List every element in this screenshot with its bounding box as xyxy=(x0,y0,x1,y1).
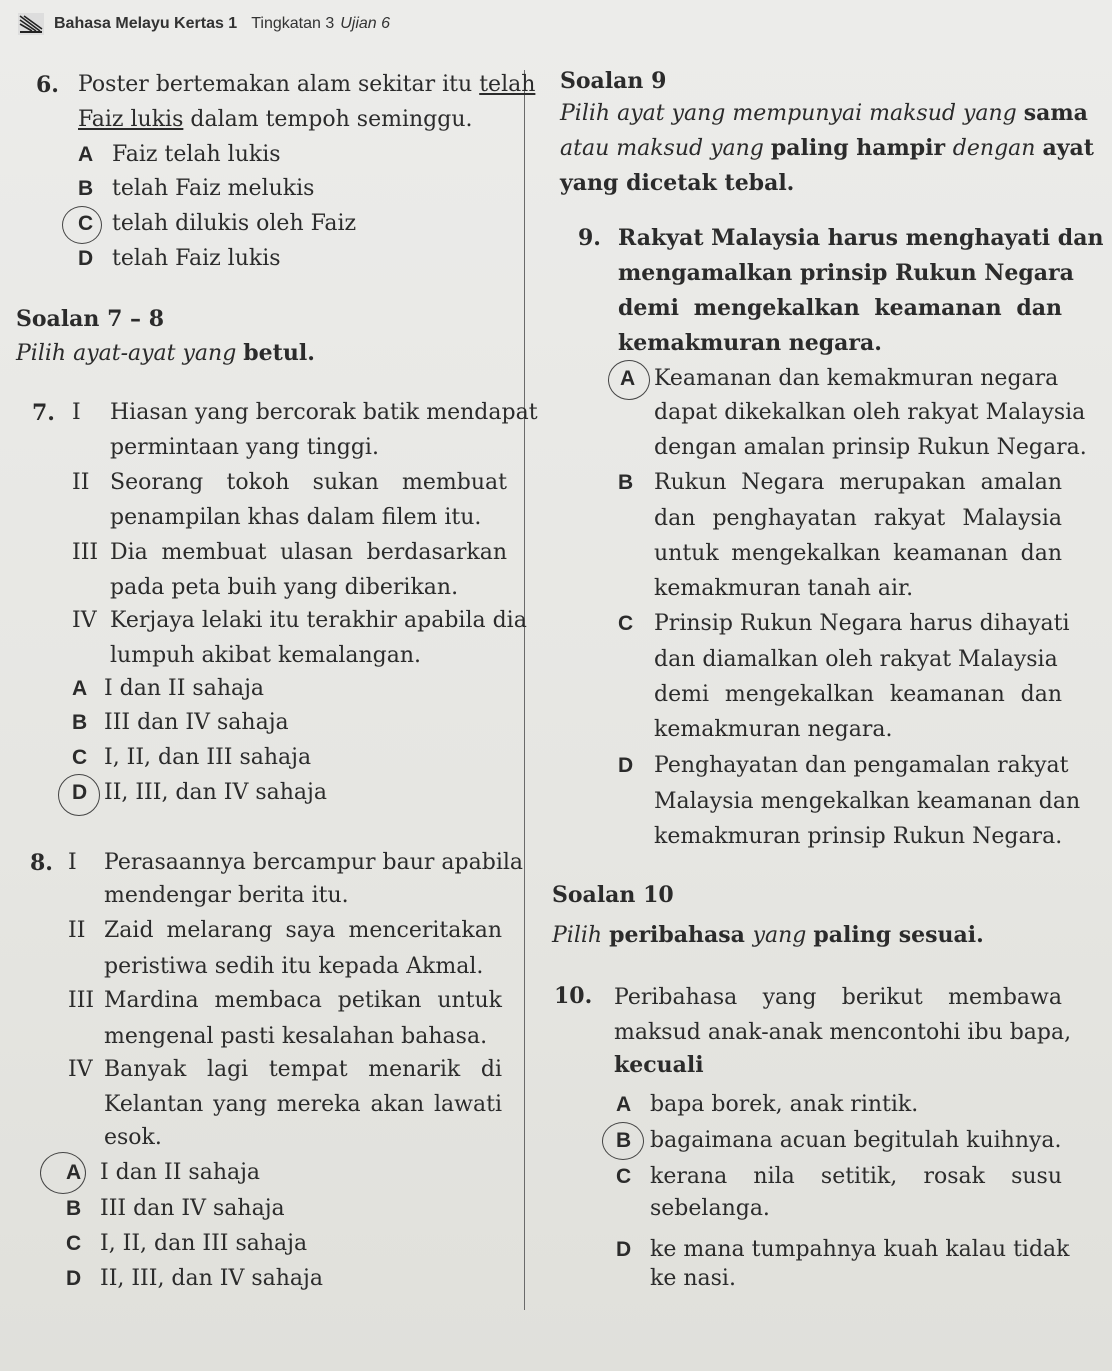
option-letter: A xyxy=(72,677,88,700)
question-number: 9. xyxy=(578,225,601,251)
section-title-7-8: Soalan 7 – 8 xyxy=(16,306,165,332)
statement-line: pada peta buih yang diberikan. xyxy=(110,575,459,600)
option-line[interactable]: kerana nila setitik, rosak susu xyxy=(650,1164,1062,1189)
option-text[interactable]: telah Faiz melukis xyxy=(112,176,315,201)
statement-line: peristiwa sedih itu kepada Akmal. xyxy=(104,954,484,979)
statement-line: Zaid melarang saya menceritakan xyxy=(104,918,502,943)
question-stem xyxy=(78,72,535,98)
question-stem-line: Peribahasa yang berikut membawa xyxy=(614,985,1062,1010)
statement-roman: II xyxy=(68,918,86,943)
section-instruction-9-line1 xyxy=(560,100,1088,127)
option-line[interactable]: dapat dikekalkan oleh rakyat Malaysia xyxy=(654,400,1086,425)
question-stem-except: kecuali xyxy=(614,1052,704,1078)
publisher-logo-icon xyxy=(18,13,44,35)
stem-text: dalam tempoh seminggu. xyxy=(183,107,473,132)
option-line[interactable]: kemakmuran negara. xyxy=(654,717,893,742)
option-line[interactable]: kemakmuran tanah air. xyxy=(654,576,914,601)
stem-underlined: Faiz lukis xyxy=(78,107,184,132)
option-line[interactable]: dan penghayatan rakyat Malaysia xyxy=(654,506,1062,531)
statement-line: Hiasan yang bercorak batik mendapat xyxy=(110,400,538,425)
statement-line: lumpuh akibat kemalangan. xyxy=(110,643,422,668)
option-letter: D xyxy=(616,1238,632,1261)
instr-italic: Pilih ayat yang mempunyai maksud yang xyxy=(560,101,1024,126)
instr-italic: yang xyxy=(752,923,814,948)
option-line[interactable]: Keamanan dan kemakmuran negara xyxy=(654,366,1059,391)
question-stem-line: maksud anak-anak mencontohi ibu bapa, xyxy=(614,1020,1072,1045)
question-number: 7. xyxy=(32,400,55,426)
question-number: 10. xyxy=(554,983,593,1009)
instr-bold: peribahasa xyxy=(609,922,753,948)
option-line[interactable]: bagaimana acuan begitulah kuihnya. xyxy=(650,1128,1062,1153)
option-line[interactable]: ke mana tumpahnya kuah kalau tidak xyxy=(650,1237,1070,1262)
statement-roman: III xyxy=(72,540,99,565)
statement-roman: IV xyxy=(68,1057,93,1082)
option-text[interactable]: I dan II sahaja xyxy=(104,676,265,701)
option-letter: B xyxy=(78,177,94,200)
header-subject: Bahasa Melayu Kertas 1 xyxy=(54,15,238,32)
instr-bold: ayat xyxy=(1042,135,1094,161)
option-line[interactable]: Rukun Negara merupakan amalan xyxy=(654,470,1062,495)
section-title-10: Soalan 10 xyxy=(552,882,674,908)
instr-bold: betul. xyxy=(243,340,315,366)
section-instruction-9-line2 xyxy=(560,135,1094,162)
section-title-9: Soalan 9 xyxy=(560,68,667,94)
statement-line: Kelantan yang mereka akan lawati xyxy=(104,1092,502,1117)
option-line[interactable]: sebelanga. xyxy=(650,1196,770,1221)
question-stem-line: Rakyat Malaysia harus menghayati dan xyxy=(618,225,1104,251)
option-letter: D xyxy=(618,754,634,777)
option-line[interactable]: dengan amalan prinsip Rukun Negara. xyxy=(654,435,1087,460)
statement-line: penampilan khas dalam filem itu. xyxy=(110,505,482,530)
option-letter: C xyxy=(616,1165,632,1188)
option-text[interactable]: I, II, dan III sahaja xyxy=(104,745,312,770)
option-text[interactable]: III dan IV sahaja xyxy=(100,1196,285,1221)
option-line[interactable]: ke nasi. xyxy=(650,1266,736,1291)
instr-bold: paling sesuai. xyxy=(813,922,984,948)
option-text[interactable]: III dan IV sahaja xyxy=(104,710,289,735)
option-letter: C xyxy=(66,1232,82,1255)
option-letter: A xyxy=(616,1093,632,1116)
instr-bold: paling hampir xyxy=(770,135,953,161)
option-line[interactable]: kemakmuran prinsip Rukun Negara. xyxy=(654,824,1063,849)
option-line[interactable]: bapa borek, anak rintik. xyxy=(650,1092,919,1117)
question-number: 8. xyxy=(30,850,53,876)
question-stem-line: kemakmuran negara. xyxy=(618,330,882,356)
option-line[interactable]: untuk mengekalkan keamanan dan xyxy=(654,541,1062,566)
option-line[interactable]: Penghayatan dan pengamalan rakyat xyxy=(654,753,1069,778)
option-letter: D xyxy=(78,247,94,270)
instr-italic: atau maksud yang xyxy=(560,136,771,161)
instr-bold: sama xyxy=(1023,100,1088,126)
instr-italic: dengan xyxy=(952,136,1043,161)
option-letter: C xyxy=(618,612,634,635)
page-header xyxy=(18,10,390,38)
stem-underlined: telah xyxy=(479,72,536,97)
instr-italic: Pilih ayat-ayat yang xyxy=(16,341,244,366)
option-letter: C xyxy=(72,746,88,769)
option-letter: B xyxy=(66,1197,82,1220)
statement-roman: I xyxy=(68,850,77,875)
statement-line: mengenal pasti kesalahan bahasa. xyxy=(104,1024,488,1049)
question-number: 6. xyxy=(36,72,59,98)
option-letter: A xyxy=(66,1161,82,1184)
option-line[interactable]: Malaysia mengekalkan keamanan dan xyxy=(654,789,1081,814)
stem-text: Poster bertemakan alam sekitar itu xyxy=(78,72,480,97)
option-text[interactable]: telah dilukis oleh Faiz xyxy=(112,211,357,236)
section-instruction-9-line3: yang dicetak tebal. xyxy=(560,170,795,196)
statement-roman: III xyxy=(68,988,95,1013)
option-text[interactable]: I dan II sahaja xyxy=(100,1160,261,1185)
statement-roman: II xyxy=(72,470,90,495)
statement-line: Seorang tokoh sukan membuat xyxy=(110,470,507,495)
option-line[interactable]: Prinsip Rukun Negara harus dihayati xyxy=(654,611,1070,636)
option-letter: D xyxy=(72,781,88,804)
option-letter: B xyxy=(72,711,88,734)
option-letter: A xyxy=(620,367,636,390)
statement-line: mendengar berita itu. xyxy=(104,883,349,908)
question-stem-line: mengamalkan prinsip Rukun Negara xyxy=(618,260,1074,286)
statement-line: Mardina membaca petikan untuk xyxy=(104,988,502,1013)
statement-line: Dia membuat ulasan berdasarkan xyxy=(110,540,507,565)
header-exam: Ujian 6 xyxy=(340,15,391,32)
statement-line: Banyak lagi tempat menarik di xyxy=(104,1057,502,1082)
option-line[interactable]: dan diamalkan oleh rakyat Malaysia xyxy=(654,647,1058,672)
option-letter: C xyxy=(78,212,94,235)
instr-italic: Pilih xyxy=(552,923,610,948)
option-letter: B xyxy=(618,471,634,494)
statement-roman: IV xyxy=(72,608,97,633)
option-letter: A xyxy=(78,143,94,166)
statement-roman: I xyxy=(72,400,81,425)
statement-line: Kerjaya lelaki itu terakhir apabila dia xyxy=(110,608,527,633)
statement-line: esok. xyxy=(104,1125,162,1150)
option-letter: B xyxy=(616,1129,632,1152)
question-stem-line: demi mengekalkan keamanan dan xyxy=(618,295,1062,321)
option-text[interactable]: I, II, dan III sahaja xyxy=(100,1231,308,1256)
section-instruction-10 xyxy=(552,922,984,949)
section-instruction-7-8 xyxy=(16,340,315,367)
option-text[interactable]: telah Faiz lukis xyxy=(112,246,281,271)
option-text[interactable]: Faiz telah lukis xyxy=(112,142,281,167)
option-line[interactable]: demi mengekalkan keamanan dan xyxy=(654,682,1062,707)
option-text[interactable]: II, III, dan IV sahaja xyxy=(100,1266,323,1291)
option-letter: D xyxy=(66,1267,82,1290)
option-text[interactable]: II, III, dan IV sahaja xyxy=(104,780,327,805)
statement-line: Perasaannya bercampur baur apabila xyxy=(104,850,524,875)
statement-line: permintaan yang tinggi. xyxy=(110,435,379,460)
question-stem-line2 xyxy=(78,107,473,133)
column-divider xyxy=(524,70,525,1310)
header-level: Tingkatan 3 xyxy=(251,15,335,32)
